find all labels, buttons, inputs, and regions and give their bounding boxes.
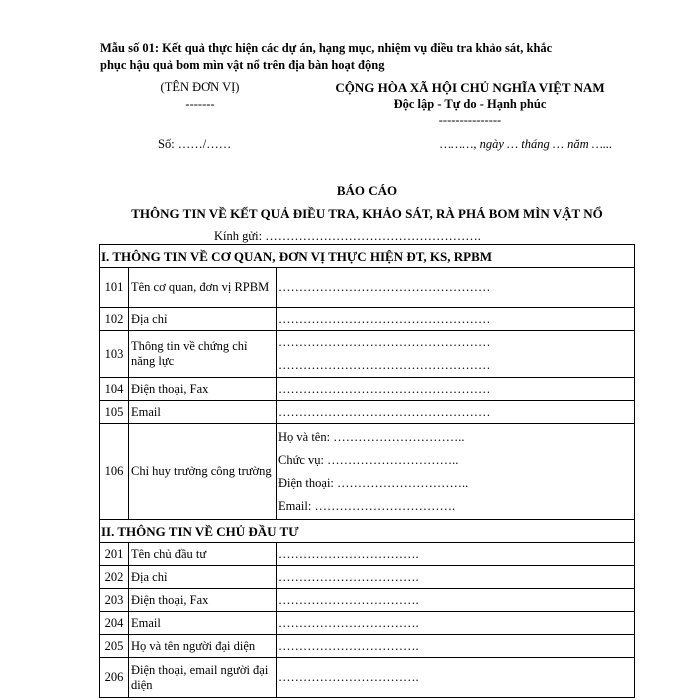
table-row: [100, 635, 635, 658]
row-label: Điện thoại, email người đại diện: [129, 658, 277, 698]
value-line-2: ……………………………………………: [278, 358, 491, 372]
table-row: [100, 308, 635, 331]
row-label: Họ và tên người đại diện: [129, 635, 277, 658]
section-1-heading-row: [100, 245, 635, 268]
row-value-field[interactable]: …………………………….: [277, 566, 635, 589]
row-label: Tên cơ quan, đơn vị RPBM: [129, 268, 277, 308]
form-title-line-1: Mẫu số 01: Kết quả thực hiện các dự án, hạng mục, nhiệm vụ điều tra khảo sát, khắc: [100, 41, 553, 55]
document-date: ………, ngày … tháng … năm …...: [440, 137, 613, 151]
table-row: [100, 378, 635, 401]
unit-name: (TÊN ĐƠN VỊ): [160, 80, 240, 94]
row-value-field[interactable]: ……………………………………………: [277, 308, 635, 331]
table-row: [100, 424, 635, 520]
form-title-line-2: phục hậu quả bom mìn vật nổ trên địa bàn hoạt động: [100, 58, 385, 72]
row-number: 105: [100, 401, 129, 424]
row-label: Email: [129, 401, 277, 424]
row-number: 206: [100, 658, 129, 698]
commander-phone-field[interactable]: Điện thoại: …………………………..: [278, 475, 469, 490]
table-row: [100, 589, 635, 612]
row-value-field[interactable]: …………………………….: [277, 635, 635, 658]
row-value-field[interactable]: …………………………….: [277, 658, 635, 698]
report-title: BÁO CÁO: [336, 183, 398, 198]
row-value-field[interactable]: …………………………….: [277, 543, 635, 566]
site-commander-fields: [277, 424, 635, 520]
nation-name: CỘNG HÒA XÃ HỘI CHỦ NGHĨA VIỆT NAM: [335, 80, 605, 95]
national-motto: Độc lập - Tự do - Hạnh phúc: [393, 97, 547, 111]
section-1-heading: I. THÔNG TIN VỀ CƠ QUAN, ĐƠN VỊ THỰC HIỆN ĐT, KS, RPBM: [100, 245, 635, 268]
row-number: 203: [100, 589, 129, 612]
row-value-field[interactable]: ……………………………………………: [277, 268, 635, 308]
row-number: 103: [100, 331, 129, 378]
row-label: Chỉ huy trưởng công trường: [129, 424, 277, 520]
row-label: Thông tin về chứng chỉ năng lực: [129, 331, 277, 378]
row-number: 104: [100, 378, 129, 401]
table-row: [100, 268, 635, 308]
row-label: Tên chủ đầu tư: [129, 543, 277, 566]
table-row: [100, 612, 635, 635]
table-row: [100, 658, 635, 698]
motto-rule: ---------------: [438, 113, 502, 127]
row-label: Điện thoại, Fax: [129, 589, 277, 612]
document-number: Số: ……/……: [158, 137, 232, 151]
row-label: Địa chỉ: [129, 308, 277, 331]
row-value-field[interactable]: …………………………….: [277, 612, 635, 635]
report-form-table: [99, 244, 635, 698]
row-number: 102: [100, 308, 129, 331]
row-value-field[interactable]: …………………………….: [277, 589, 635, 612]
table-row: [100, 566, 635, 589]
unit-rule: -------: [185, 97, 215, 111]
commander-name-field[interactable]: Họ và tên: …………………………..: [278, 429, 465, 444]
table-row: [100, 331, 635, 378]
row-number: 101: [100, 268, 129, 308]
row-value-field[interactable]: [277, 331, 635, 378]
section-2-heading-row: [100, 520, 635, 543]
row-label: Địa chỉ: [129, 566, 277, 589]
row-number: 202: [100, 566, 129, 589]
row-label: Điện thoại, Fax: [129, 378, 277, 401]
commander-position-field[interactable]: Chức vụ: …………………………..: [278, 452, 459, 467]
table-row: [100, 401, 635, 424]
table-row: [100, 543, 635, 566]
section-2-heading: II. THÔNG TIN VỀ CHỦ ĐẦU TƯ: [100, 520, 635, 543]
row-number: 201: [100, 543, 129, 566]
commander-email-field[interactable]: Email: …………………………….: [278, 498, 456, 513]
row-value-field[interactable]: ……………………………………………: [277, 401, 635, 424]
row-label: Email: [129, 612, 277, 635]
row-number: 106: [100, 424, 129, 520]
value-line-1: ……………………………………………: [278, 335, 491, 349]
row-number: 205: [100, 635, 129, 658]
recipient-line: Kính gửi: …………………………………………….: [214, 229, 481, 243]
report-subtitle: THÔNG TIN VỀ KẾT QUẢ ĐIỀU TRA, KHẢO SÁT, RÀ PHÁ BOM MÌN VẬT NỔ: [131, 206, 603, 221]
row-number: 204: [100, 612, 129, 635]
row-value-field[interactable]: ……………………………………………: [277, 378, 635, 401]
